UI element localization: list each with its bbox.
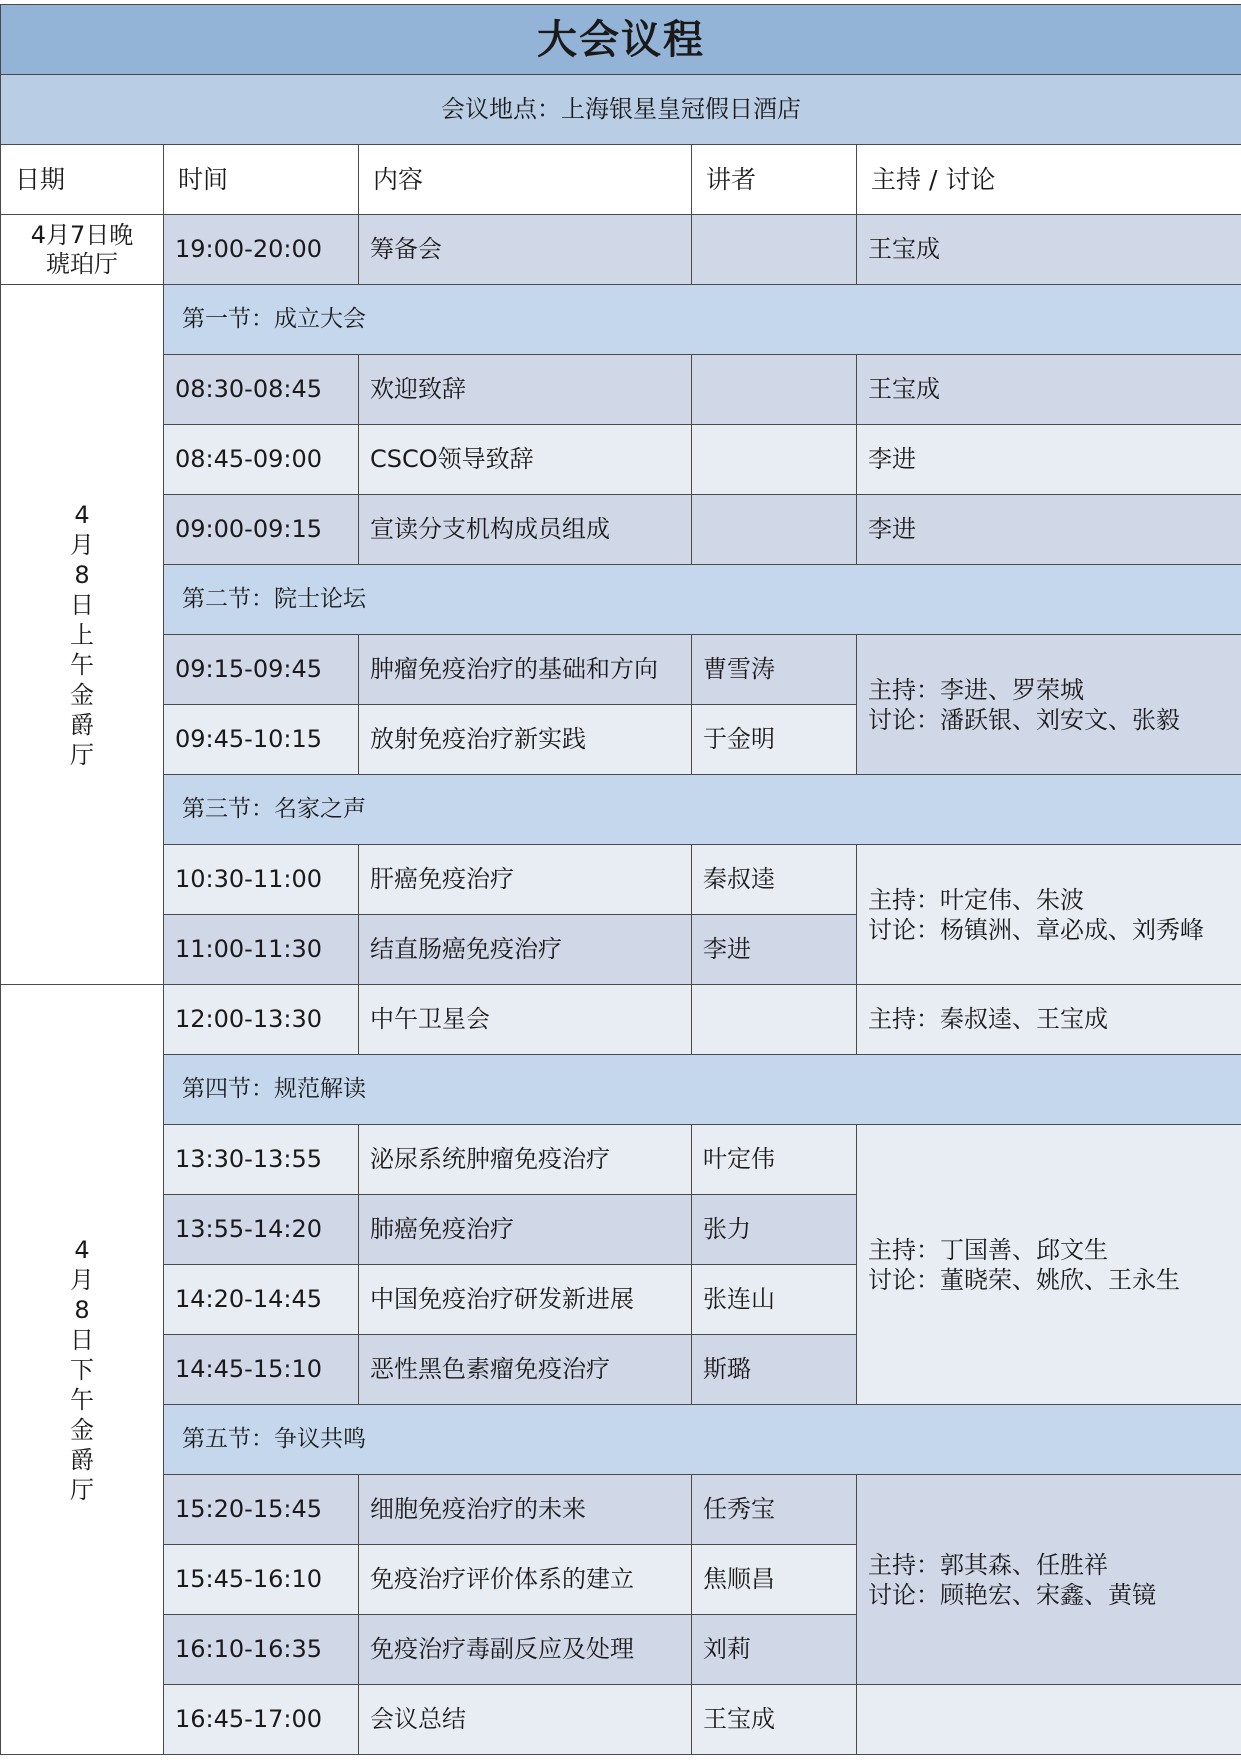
host-line: 主持：李进、罗荣城 (868, 675, 1084, 704)
content-cell: 放射免疫治疗新实践 (359, 705, 692, 775)
time-cell: 14:45-15:10 (164, 1335, 359, 1405)
time-cell: 13:55-14:20 (164, 1195, 359, 1265)
speaker-cell (692, 495, 857, 565)
host-line: 主持：叶定伟、朱波 (868, 885, 1084, 914)
time-cell: 08:30-08:45 (164, 355, 359, 425)
content-cell: 恶性黑色素瘤免疫治疗 (359, 1335, 692, 1405)
speaker-cell: 张力 (692, 1195, 857, 1265)
afternoon-date: 4月8日下午 金爵厅 (70, 1235, 94, 1504)
table-row (1, 635, 1241, 705)
morning-date: 4月8日上午 金爵厅 (70, 500, 94, 769)
speaker-cell (692, 985, 857, 1055)
speaker-cell (692, 215, 857, 285)
time-cell: 15:20-15:45 (164, 1475, 359, 1545)
host-line: 主持：郭其森、任胜祥 (868, 1550, 1108, 1579)
time-cell: 10:30-11:00 (164, 845, 359, 915)
section-row (1, 1405, 1241, 1475)
date-cell-prep (1, 215, 164, 285)
speaker-cell: 斯璐 (692, 1335, 857, 1405)
section-title: 第三节：名家之声 (164, 775, 1241, 845)
header-content: 内容 (359, 145, 692, 215)
content-cell: 肺癌免疫治疗 (359, 1195, 692, 1265)
content-cell: 泌尿系统肿瘤免疫治疗 (359, 1125, 692, 1195)
host-cell: 王宝成 (857, 215, 1241, 285)
time-cell: 13:30-13:55 (164, 1125, 359, 1195)
time-cell: 11:00-11:30 (164, 915, 359, 985)
section-row (1, 285, 1241, 355)
speaker-cell (692, 355, 857, 425)
section-title: 第二节：院士论坛 (164, 565, 1241, 635)
speaker-cell: 刘莉 (692, 1615, 857, 1685)
content-cell: 结直肠癌免疫治疗 (359, 915, 692, 985)
host-cell (857, 635, 1241, 775)
prep-date: 4月7日晚 (30, 220, 134, 249)
time-cell: 16:45-17:00 (164, 1685, 359, 1755)
content-cell: 肿瘤免疫治疗的基础和方向 (359, 635, 692, 705)
time-cell: 15:45-16:10 (164, 1545, 359, 1615)
content-cell: 免疫治疗毒副反应及处理 (359, 1615, 692, 1685)
section-row (1, 1055, 1241, 1125)
date-cell-morning (1, 285, 164, 985)
section-title: 第一节：成立大会 (164, 285, 1241, 355)
time-cell: 08:45-09:00 (164, 425, 359, 495)
discussion-line: 讨论：潘跃银、刘安文、张毅 (868, 705, 1180, 734)
time-cell: 19:00-20:00 (164, 215, 359, 285)
discussion-line: 讨论：董晓荣、姚欣、王永生 (868, 1265, 1180, 1294)
host-cell: 李进 (857, 495, 1241, 565)
agenda-table (0, 4, 1241, 1755)
table-row (1, 1685, 1241, 1755)
speaker-cell: 李进 (692, 915, 857, 985)
header-host: 主持 / 讨论 (857, 145, 1241, 215)
table-row (1, 1125, 1241, 1195)
host-cell (857, 1125, 1241, 1405)
table-row (1, 355, 1241, 425)
host-cell (857, 1475, 1241, 1685)
time-cell: 14:20-14:45 (164, 1265, 359, 1335)
speaker-cell: 任秀宝 (692, 1475, 857, 1545)
host-cell (857, 845, 1241, 985)
header-time: 时间 (164, 145, 359, 215)
discussion-line: 讨论：顾艳宏、宋鑫、黄镜 (868, 1580, 1156, 1609)
content-cell: 宣读分支机构成员组成 (359, 495, 692, 565)
header-date: 日期 (1, 145, 164, 215)
section-row (1, 775, 1241, 845)
speaker-cell: 于金明 (692, 705, 857, 775)
time-cell: 16:10-16:35 (164, 1615, 359, 1685)
content-cell: 中国免疫治疗研发新进展 (359, 1265, 692, 1335)
discussion-line: 讨论：杨镇洲、章必成、刘秀峰 (868, 915, 1204, 944)
speaker-cell: 曹雪涛 (692, 635, 857, 705)
date-cell-afternoon (1, 985, 164, 1755)
speaker-cell: 叶定伟 (692, 1125, 857, 1195)
content-cell: 中午卫星会 (359, 985, 692, 1055)
table-row (1, 425, 1241, 495)
time-cell: 09:45-10:15 (164, 705, 359, 775)
speaker-cell (692, 425, 857, 495)
content-cell: CSCO领导致辞 (359, 425, 692, 495)
table-row (1, 845, 1241, 915)
content-cell: 免疫治疗评价体系的建立 (359, 1545, 692, 1615)
speaker-cell: 焦顺昌 (692, 1545, 857, 1615)
content-cell: 会议总结 (359, 1685, 692, 1755)
content-cell: 肝癌免疫治疗 (359, 845, 692, 915)
speaker-cell: 张连山 (692, 1265, 857, 1335)
speaker-cell: 王宝成 (692, 1685, 857, 1755)
venue-banner: 会议地点：上海银星皇冠假日酒店 (1, 75, 1241, 145)
host-cell (857, 1685, 1241, 1755)
host-cell: 主持：秦叔逵、王宝成 (857, 985, 1241, 1055)
time-cell: 09:15-09:45 (164, 635, 359, 705)
section-row (1, 565, 1241, 635)
time-cell: 12:00-13:30 (164, 985, 359, 1055)
section-title: 第四节：规范解读 (164, 1055, 1241, 1125)
speaker-cell: 秦叔逵 (692, 845, 857, 915)
page-title: 大会议程 (1, 5, 1241, 75)
host-cell: 李进 (857, 425, 1241, 495)
table-row (1, 495, 1241, 565)
table-row (1, 1475, 1241, 1545)
content-cell: 筹备会 (359, 215, 692, 285)
table-row (1, 215, 1241, 285)
section-title: 第五节：争议共鸣 (164, 1405, 1241, 1475)
content-cell: 欢迎致辞 (359, 355, 692, 425)
prep-room: 琥珀厅 (46, 249, 118, 278)
host-line: 主持：丁国善、邱文生 (868, 1235, 1108, 1264)
content-cell: 细胞免疫治疗的未来 (359, 1475, 692, 1545)
table-row (1, 985, 1241, 1055)
host-cell: 王宝成 (857, 355, 1241, 425)
time-cell: 09:00-09:15 (164, 495, 359, 565)
header-row (1, 145, 1241, 215)
header-speaker: 讲者 (692, 145, 857, 215)
